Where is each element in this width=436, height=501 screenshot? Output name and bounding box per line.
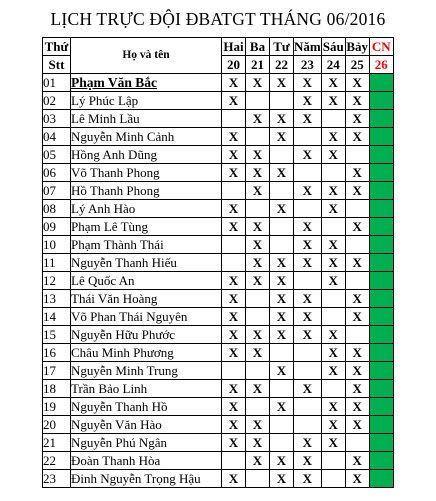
duty-mark-cell — [321, 290, 345, 308]
duty-mark-cell — [294, 128, 322, 146]
date-header: 25 — [345, 56, 369, 74]
duty-mark-cell: X — [345, 470, 369, 488]
date-header: 20 — [222, 56, 246, 74]
duty-mark-cell — [246, 398, 270, 416]
table-row — [43, 362, 394, 380]
duty-mark-cell: X — [321, 200, 345, 218]
duty-mark-cell — [246, 92, 270, 110]
duty-roster-table — [42, 37, 394, 488]
duty-mark-cell — [345, 236, 369, 254]
duty-mark-cell — [294, 398, 322, 416]
duty-mark-cell: X — [222, 74, 246, 92]
duty-mark-cell: X — [294, 254, 322, 272]
staff-name-cell: Nguyễn Thanh Hồ — [71, 398, 222, 416]
duty-mark-cell: X — [345, 290, 369, 308]
duty-mark-cell: X — [270, 164, 294, 182]
row-number: 15 — [43, 326, 71, 344]
duty-mark-cell — [270, 416, 294, 434]
duty-mark-cell: X — [246, 218, 270, 236]
sunday-cell — [369, 416, 393, 434]
row-number: 19 — [43, 398, 71, 416]
duty-mark-cell — [345, 200, 369, 218]
duty-mark-cell: X — [294, 470, 322, 488]
duty-mark-cell: X — [294, 236, 322, 254]
duty-mark-cell — [270, 380, 294, 398]
sunday-cell — [369, 326, 393, 344]
duty-mark-cell: X — [345, 344, 369, 362]
duty-mark-cell: X — [246, 254, 270, 272]
duty-mark-cell: X — [222, 272, 246, 290]
duty-mark-cell — [222, 110, 246, 128]
weekday-header-label: Thứ — [43, 38, 71, 56]
table-row — [43, 452, 394, 470]
duty-mark-cell: X — [246, 326, 270, 344]
table-row — [43, 434, 394, 452]
staff-name-cell: Nguyễn Văn Hào — [71, 416, 222, 434]
duty-mark-cell: X — [270, 74, 294, 92]
duty-mark-cell: X — [345, 128, 369, 146]
duty-mark-cell — [321, 470, 345, 488]
sunday-cell — [369, 380, 393, 398]
duty-mark-cell — [222, 362, 246, 380]
sunday-cell — [369, 110, 393, 128]
duty-mark-cell: X — [345, 254, 369, 272]
row-number: 01 — [43, 74, 71, 92]
duty-mark-cell: X — [294, 326, 322, 344]
duty-mark-cell: X — [294, 380, 322, 398]
duty-mark-cell: X — [321, 326, 345, 344]
sunday-cell — [369, 236, 393, 254]
duty-mark-cell: X — [246, 110, 270, 128]
duty-mark-cell: X — [270, 110, 294, 128]
duty-mark-cell — [321, 380, 345, 398]
row-number: 13 — [43, 290, 71, 308]
duty-mark-cell: X — [321, 128, 345, 146]
staff-name-cell: Lê Minh Lầu — [71, 110, 222, 128]
staff-name-cell: Võ Thanh Phong — [71, 164, 222, 182]
staff-name-cell: Hồng Anh Dũng — [71, 146, 222, 164]
duty-mark-cell: X — [294, 452, 322, 470]
row-number: 12 — [43, 272, 71, 290]
duty-mark-cell: X — [294, 434, 322, 452]
weekday-header: Sáu — [322, 39, 344, 54]
duty-mark-cell: X — [345, 164, 369, 182]
table-row — [43, 92, 394, 110]
duty-mark-cell: X — [345, 398, 369, 416]
sunday-cell — [369, 254, 393, 272]
table-row — [43, 398, 394, 416]
staff-name-cell: Đoàn Thanh Hòa — [71, 452, 222, 470]
duty-mark-cell: X — [246, 182, 270, 200]
sunday-cell — [369, 452, 393, 470]
duty-mark-cell — [345, 146, 369, 164]
sunday-cell — [369, 434, 393, 452]
duty-mark-cell — [246, 308, 270, 326]
staff-name-cell — [71, 74, 222, 92]
duty-mark-cell: X — [345, 182, 369, 200]
duty-mark-cell: X — [270, 128, 294, 146]
sunday-cell — [369, 218, 393, 236]
duty-mark-cell: X — [294, 182, 322, 200]
duty-mark-cell — [294, 164, 322, 182]
table-row — [43, 308, 394, 326]
staff-name-cell: Lý Anh Hào — [71, 200, 222, 218]
duty-mark-cell: X — [222, 344, 246, 362]
duty-mark-cell: X — [294, 92, 322, 110]
duty-mark-cell: X — [321, 74, 345, 92]
duty-mark-cell — [321, 110, 345, 128]
weekday-header: Năm — [294, 39, 321, 54]
row-number: 03 — [43, 110, 71, 128]
date-header: 23 — [294, 56, 322, 74]
table-row — [43, 164, 394, 182]
sunday-cell — [369, 362, 393, 380]
sunday-cell — [369, 74, 393, 92]
staff-name-cell: Võ Phan Thái Nguyên — [71, 308, 222, 326]
duty-mark-cell: X — [294, 290, 322, 308]
date-header: 24 — [321, 56, 345, 74]
duty-mark-cell — [246, 470, 270, 488]
duty-mark-cell: X — [222, 92, 246, 110]
table-row — [43, 74, 394, 92]
duty-mark-cell: X — [321, 344, 345, 362]
row-number: 14 — [43, 308, 71, 326]
table-row — [43, 254, 394, 272]
table-row — [43, 236, 394, 254]
duty-mark-cell: X — [294, 308, 322, 326]
staff-name-cell: Trần Bảo Linh — [71, 380, 222, 398]
table-row — [43, 128, 394, 146]
row-number: 17 — [43, 362, 71, 380]
duty-mark-cell: X — [345, 218, 369, 236]
duty-mark-cell: X — [246, 344, 270, 362]
duty-mark-cell: X — [345, 452, 369, 470]
duty-mark-cell — [222, 452, 246, 470]
duty-mark-cell — [321, 308, 345, 326]
duty-mark-cell: X — [222, 416, 246, 434]
sunday-cell — [369, 92, 393, 110]
table-row — [43, 200, 394, 218]
staff-name-cell: Châu Minh Phương — [71, 344, 222, 362]
row-number: 18 — [43, 380, 71, 398]
row-number: 09 — [43, 218, 71, 236]
duty-mark-cell: X — [222, 308, 246, 326]
duty-mark-cell — [294, 200, 322, 218]
sunday-cell — [369, 308, 393, 326]
duty-mark-cell — [321, 164, 345, 182]
duty-mark-cell: X — [222, 290, 246, 308]
duty-mark-cell: X — [222, 398, 246, 416]
date-header-sunday: 26 — [369, 56, 393, 74]
sunday-cell — [369, 200, 393, 218]
duty-mark-cell: X — [345, 416, 369, 434]
row-number: 06 — [43, 164, 71, 182]
sunday-cell — [369, 398, 393, 416]
duty-mark-cell: X — [345, 110, 369, 128]
sunday-cell — [369, 272, 393, 290]
duty-mark-cell: X — [321, 416, 345, 434]
duty-mark-cell: X — [270, 290, 294, 308]
duty-mark-cell: X — [294, 110, 322, 128]
table-row — [43, 470, 394, 488]
page-title: LỊCH TRỰC ĐỘI ĐBATGT THÁNG 06/2016 — [50, 9, 386, 29]
duty-mark-cell: X — [246, 272, 270, 290]
row-number: 21 — [43, 434, 71, 452]
duty-mark-cell — [246, 362, 270, 380]
duty-mark-cell: X — [270, 362, 294, 380]
weekday-header: Bảy — [346, 39, 369, 54]
sunday-cell — [369, 344, 393, 362]
staff-name-cell: Nguyễn Minh Cảnh — [71, 128, 222, 146]
duty-mark-cell: X — [270, 272, 294, 290]
duty-mark-cell: X — [222, 128, 246, 146]
duty-mark-cell — [270, 218, 294, 236]
duty-mark-cell: X — [222, 164, 246, 182]
duty-mark-cell: X — [294, 218, 322, 236]
duty-mark-cell — [270, 146, 294, 164]
staff-name-cell: Lê Quốc An — [71, 272, 222, 290]
duty-mark-cell: X — [246, 380, 270, 398]
duty-mark-cell — [246, 200, 270, 218]
weekday-header: Tư — [270, 38, 294, 56]
row-number: 16 — [43, 344, 71, 362]
duty-mark-cell: X — [270, 470, 294, 488]
duty-mark-cell — [270, 344, 294, 362]
name-column-header: Họ và tên — [71, 38, 222, 74]
duty-mark-cell — [345, 326, 369, 344]
table-row — [43, 380, 394, 398]
duty-mark-cell: X — [246, 74, 270, 92]
staff-name-cell: Thái Văn Hoàng — [71, 290, 222, 308]
weekday-header-sunday: CN — [369, 38, 393, 56]
sunday-cell — [369, 290, 393, 308]
date-header: 22 — [270, 56, 294, 74]
duty-mark-cell — [294, 272, 322, 290]
row-number: 10 — [43, 236, 71, 254]
duty-mark-cell — [246, 290, 270, 308]
duty-mark-cell: X — [294, 146, 322, 164]
duty-mark-cell — [222, 254, 246, 272]
duty-mark-cell — [222, 182, 246, 200]
duty-mark-cell — [345, 272, 369, 290]
staff-name-cell: Đinh Nguyễn Trọng Hậu — [71, 470, 222, 488]
staff-name-cell: Nguyễn Minh Trung — [71, 362, 222, 380]
sunday-cell — [369, 470, 393, 488]
duty-mark-cell: X — [222, 200, 246, 218]
duty-mark-cell: X — [345, 74, 369, 92]
duty-mark-cell: X — [246, 434, 270, 452]
staff-name-highlighted: Phạm Văn Bắc — [71, 75, 158, 90]
table-row — [43, 218, 394, 236]
duty-mark-cell: X — [270, 452, 294, 470]
duty-mark-cell: X — [321, 236, 345, 254]
duty-mark-cell — [270, 92, 294, 110]
duty-mark-cell: X — [222, 470, 246, 488]
row-number: 05 — [43, 146, 71, 164]
row-number: 07 — [43, 182, 71, 200]
table-row — [43, 326, 394, 344]
date-header: 21 — [246, 56, 270, 74]
duty-mark-cell: X — [270, 200, 294, 218]
table-row — [43, 182, 394, 200]
duty-mark-cell: X — [270, 398, 294, 416]
staff-name-cell: Nguyễn Thanh Hiếu — [71, 254, 222, 272]
sunday-cell — [369, 146, 393, 164]
table-row — [43, 110, 394, 128]
duty-mark-cell: X — [345, 380, 369, 398]
sunday-cell — [369, 128, 393, 146]
table-row — [43, 146, 394, 164]
duty-mark-cell: X — [246, 164, 270, 182]
duty-mark-cell — [294, 416, 322, 434]
weekday-header: Ba — [246, 38, 270, 56]
staff-name-cell: Hồ Thanh Phong — [71, 182, 222, 200]
sunday-cell — [369, 164, 393, 182]
duty-mark-cell: X — [270, 308, 294, 326]
stt-column-header: Stt — [43, 56, 71, 74]
table-row — [43, 416, 394, 434]
duty-mark-cell: X — [270, 254, 294, 272]
duty-mark-cell: X — [270, 326, 294, 344]
duty-mark-cell: X — [321, 254, 345, 272]
duty-mark-cell: X — [246, 416, 270, 434]
staff-name-cell: Nguyễn Phú Ngân — [71, 434, 222, 452]
row-number: 08 — [43, 200, 71, 218]
row-number: 04 — [43, 128, 71, 146]
duty-mark-cell — [345, 434, 369, 452]
duty-mark-cell: X — [321, 92, 345, 110]
duty-mark-cell: X — [321, 146, 345, 164]
duty-mark-cell — [246, 128, 270, 146]
header-row-weekdays — [43, 38, 394, 56]
duty-mark-cell: X — [246, 452, 270, 470]
duty-mark-cell: X — [222, 380, 246, 398]
staff-name-cell: Phạm Thành Thái — [71, 236, 222, 254]
duty-mark-cell: X — [345, 362, 369, 380]
duty-mark-cell — [270, 434, 294, 452]
duty-mark-cell — [321, 218, 345, 236]
table-row — [43, 344, 394, 362]
row-number: 23 — [43, 470, 71, 488]
duty-mark-cell: X — [321, 272, 345, 290]
sunday-cell — [369, 182, 393, 200]
duty-mark-cell: X — [321, 398, 345, 416]
duty-mark-cell: X — [246, 236, 270, 254]
duty-mark-cell: X — [222, 434, 246, 452]
duty-mark-cell — [222, 236, 246, 254]
duty-mark-cell: X — [345, 308, 369, 326]
staff-name-cell: Lý Phúc Lập — [71, 92, 222, 110]
row-number: 11 — [43, 254, 71, 272]
duty-mark-cell: X — [345, 92, 369, 110]
duty-mark-cell — [321, 452, 345, 470]
duty-mark-cell: X — [222, 326, 246, 344]
row-number: 20 — [43, 416, 71, 434]
duty-mark-cell — [294, 344, 322, 362]
weekday-header: Hai — [223, 39, 244, 54]
duty-mark-cell — [270, 236, 294, 254]
duty-mark-cell: X — [222, 218, 246, 236]
table-row — [43, 272, 394, 290]
table-row — [43, 290, 394, 308]
duty-mark-cell: X — [246, 146, 270, 164]
duty-mark-cell: X — [222, 146, 246, 164]
duty-mark-cell: X — [294, 74, 322, 92]
duty-mark-cell: X — [321, 434, 345, 452]
duty-mark-cell — [294, 362, 322, 380]
duty-mark-cell: X — [321, 182, 345, 200]
row-number: 02 — [43, 92, 71, 110]
duty-mark-cell: X — [321, 362, 345, 380]
staff-name-cell: Phạm Lê Tùng — [71, 218, 222, 236]
duty-mark-cell — [270, 182, 294, 200]
row-number: 22 — [43, 452, 71, 470]
staff-name-cell: Nguyễn Hữu Phước — [71, 326, 222, 344]
